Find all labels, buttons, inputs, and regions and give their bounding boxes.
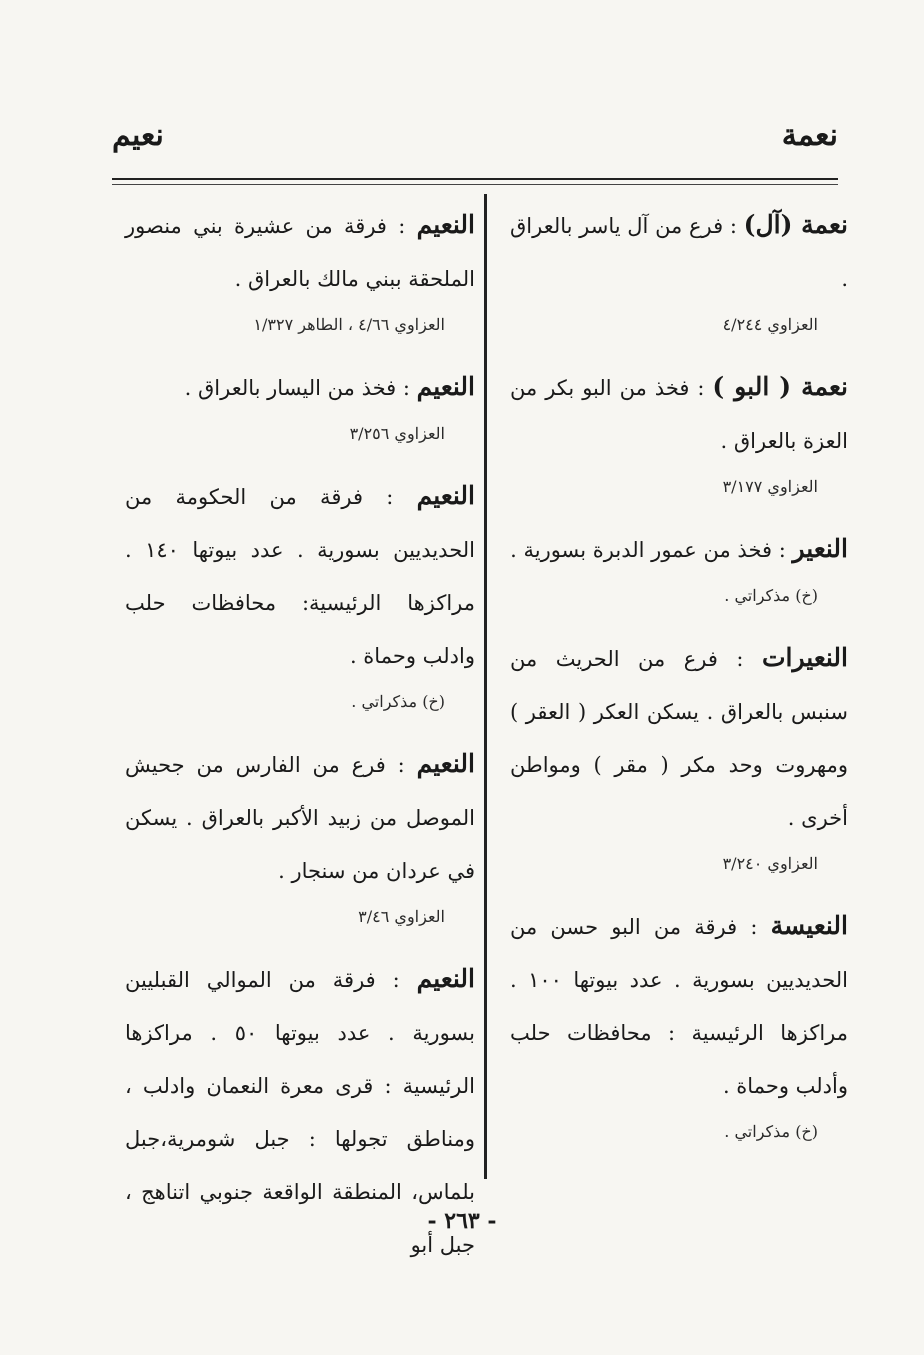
column-divider xyxy=(484,194,487,1179)
entry-text: : فرع من الفارس من جحيش الموصل من زبيد الأكبر بالعراق . يسكن في عردان من سنجار . xyxy=(125,753,475,883)
running-head-right: نعمة xyxy=(781,118,838,153)
entry xyxy=(510,360,848,504)
entry-body xyxy=(510,360,848,468)
entry-text: : فخذ من البو بكر من العزة بالعراق . xyxy=(510,376,848,453)
entry-reference: (خ) مذكراتي . xyxy=(724,586,818,605)
entry-body xyxy=(125,737,475,898)
entry-term: النعيم xyxy=(416,964,475,993)
entry-body xyxy=(125,469,475,683)
page-number: - ٢٦٣ - xyxy=(427,1208,497,1234)
entry-term: النعيسة xyxy=(770,911,848,940)
entry-reference: العزاوي ٣/٢٤٠ xyxy=(722,854,818,873)
entry-text: : فرقة من الحكومة من الحديديين بسورية . عدد بيوتها ١٤٠ . مراكزها الرئيسية: محافظات حلب وادلب وحماة . xyxy=(125,485,475,668)
entry-term: نعمة (آل) xyxy=(743,210,848,239)
entry-reference: العزاوي ٣/٢٥٦ xyxy=(349,424,445,443)
entry-body xyxy=(510,522,848,577)
entry-text: : فرقة من عشيرة بني منصور الملحقة ببني مالك بالعراق . xyxy=(125,214,475,291)
entry-reference: العزاوي ٤/٢٤٤ xyxy=(722,315,818,334)
entry-reference: العزاوي ٣/٤٦ xyxy=(358,907,445,926)
entry xyxy=(510,522,848,613)
header-rule-thin xyxy=(112,184,838,185)
entry-body xyxy=(510,631,848,845)
entry-text: : فرع من آل ياسر بالعراق . xyxy=(510,214,848,291)
entry-reference: العزاوي ٣/١٧٧ xyxy=(722,477,818,496)
entry xyxy=(125,737,475,934)
entry-term: النعيم xyxy=(416,481,475,510)
entry-text: : فرع من الحريث من سنبس بالعراق . يسكن العكر ( العقر ) ومهروت وحد مكر ( مقر ) ومواطن أخرى . xyxy=(510,647,848,830)
left-column xyxy=(125,198,475,1272)
entry-body xyxy=(510,899,848,1113)
entry-text: : فخذ من اليسار بالعراق . xyxy=(184,376,410,400)
entry-reference: العزاوي ٤/٦٦ ، الطاهر ١/٣٢٧ xyxy=(253,315,445,334)
entry-term: النعير xyxy=(792,534,848,563)
entry-text: : فرقة من البو حسن من الحديديين بسورية . عدد بيوتها ١٠٠ . مراكزها الرئيسية : محافظات حلب وأدلب وحماة . xyxy=(510,915,848,1098)
entry-text: : فرقة من الموالي القبليين بسورية . عدد بيوتها ٥٠ . مراكزها الرئيسية : قرى معرة النعمان وادلب ، ومناطق تجولها : جبل شومرية،جبل بلماس، المنطقة الواقعة جنوبي اتناهج ، جبل أبو xyxy=(125,968,475,1257)
entry xyxy=(510,198,848,342)
right-column xyxy=(510,198,848,1149)
entry-term: نعمة ( البو ) xyxy=(712,372,848,401)
header-rule xyxy=(112,178,838,180)
entry xyxy=(125,360,475,451)
entry-term: النعيرات xyxy=(762,643,848,672)
entry-body xyxy=(510,198,848,306)
entry-reference: (خ) مذكراتي . xyxy=(724,1122,818,1141)
entry-body xyxy=(125,360,475,415)
entry xyxy=(510,899,848,1149)
entry xyxy=(125,469,475,719)
entry-term: النعيم xyxy=(416,749,475,778)
running-head-left: نعيم xyxy=(112,118,164,153)
entry-text: : فخذ من عمور الدبرة بسورية . xyxy=(510,538,786,562)
entry xyxy=(510,631,848,881)
entry xyxy=(125,198,475,342)
entry-term: النعيم xyxy=(416,372,475,401)
entry-reference: (خ) مذكراتي . xyxy=(351,692,445,711)
entry-term: النعيم xyxy=(416,210,475,239)
entry-body xyxy=(125,198,475,306)
